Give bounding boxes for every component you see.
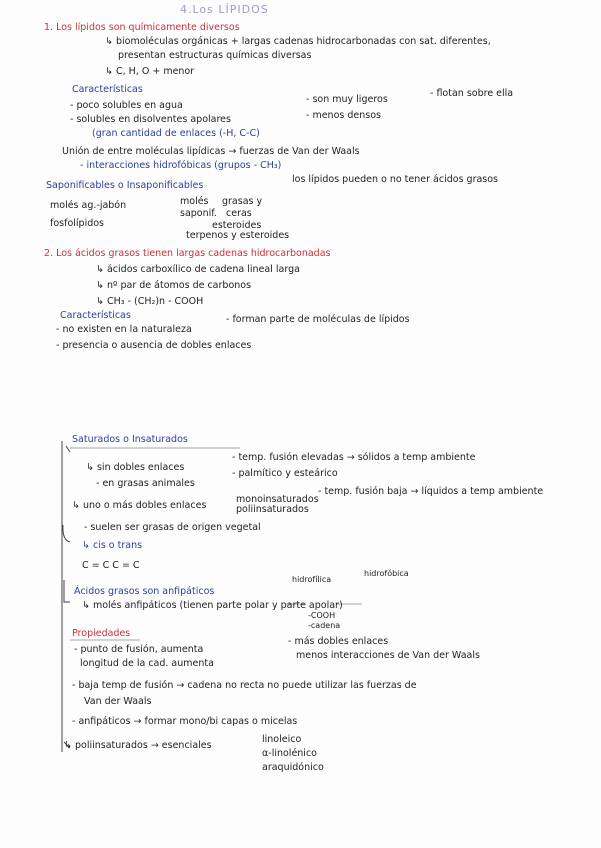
propiedades-item-7: - anfipáticos → formar mono/bi capas o micelas <box>72 716 298 727</box>
saturados-item-4: - palmítico y esteárico <box>232 468 338 479</box>
saturados-item-9: - suelen ser grasas de origen vegetal <box>84 522 261 533</box>
section1-heading: 1. Los lípidos son químicamente diversos <box>44 22 240 33</box>
anfipaticos-label-4: -cadena <box>308 621 341 630</box>
anfipaticos-label-1: hidrofílica <box>292 575 332 584</box>
section2-line-1: ↳ ácidos carboxílico de cadena lineal larga <box>96 264 300 275</box>
caracteristicas2-heading: Características <box>60 310 131 321</box>
propiedades-item-3: - más dobles enlaces <box>288 636 389 647</box>
clasif-mid-2: saponif. <box>180 208 217 219</box>
saturados-item-5: ↳ uno o más dobles enlaces <box>72 500 207 511</box>
anfipaticos-heading: Ácidos grasos son anfipáticos <box>74 586 215 597</box>
anfipaticos-label-2: hidrofóbica <box>364 569 409 578</box>
caract-right-3: - menos densos <box>306 110 381 121</box>
caract-left-2: - solubles en disolventes apolares <box>70 114 231 125</box>
esenciales-item-3: araquidónico <box>262 762 324 773</box>
clasif-left-1: molés ag.-jabón <box>50 200 127 211</box>
section2-line-2: ↳ nº par de átomos de carbonos <box>96 280 252 291</box>
clasif-mid-1: molés <box>180 196 209 207</box>
propiedades-item-5: - baja temp de fusión → cadena no recta no puede utilizar las fuerzas de <box>72 680 417 691</box>
propiedades-item-6: Van der Waals <box>84 696 152 707</box>
propiedades-heading: Propiedades <box>72 628 131 639</box>
section2-line-3: ↳ CH₃ - (CH₂)n - COOH <box>96 296 204 307</box>
clasificacion-heading: Saponificables o Insaponificables <box>46 180 204 191</box>
section2-heading: 2. Los ácidos grasos tienen largas cadenas hidrocarbonadas <box>44 248 331 259</box>
saturados-item-2: - temp. fusión elevadas → sólidos a temp ambiente <box>232 452 476 463</box>
caract2-line-3: - presencia o ausencia de dobles enlaces <box>56 340 252 351</box>
cis-trans-formula: C = C C = C <box>82 560 140 571</box>
propiedades-item-1: - punto de fusión, aumenta <box>74 644 204 655</box>
saturados-heading: Saturados o Insaturados <box>72 434 188 445</box>
union-line-2: - interacciones hidrofóbicas (grupos - CH₃) <box>80 160 282 171</box>
union-line-1: Unión de entre moléculas lipídicas → fuerzas de Van der Waals <box>62 146 360 157</box>
anfipaticos-line: ↳ molés anfipáticos (tienen parte polar y parte apolar) <box>82 600 343 611</box>
saturados-item-1: ↳ sin dobles enlaces <box>86 462 185 473</box>
caract-left-1: - poco solubles en agua <box>70 100 183 111</box>
caracteristicas-heading: Características <box>72 84 143 95</box>
clasif-right-4: terpenos y esteroides <box>186 230 290 241</box>
clasif-right-1: grasas y <box>222 196 263 207</box>
page-title: 4.Los LÍPIDOS <box>180 3 269 16</box>
caract2-line-1: - no existen en la naturaleza <box>56 324 192 335</box>
propiedades-item-2: longitud de la cad. aumenta <box>80 658 214 669</box>
clasif-right-2: ceras <box>226 208 252 219</box>
saturados-item-3: - en grasas animales <box>96 478 195 489</box>
anfipaticos-label-3: -COOH <box>308 611 336 620</box>
caract-right-1: - son muy ligeros <box>306 94 388 105</box>
esenciales-line: ↳ poliinsaturados → esenciales <box>64 740 212 751</box>
clasif-left-2: fosfolípidos <box>50 218 105 229</box>
section1-line-1: ↳ biomoléculas orgánicas + largas cadenas hidrocarbonadas con sat. diferentes, <box>105 36 491 47</box>
section1-line-3: ↳ C, H, O + menor <box>105 66 195 77</box>
saturados-item-7: poliinsaturados <box>236 504 309 515</box>
esenciales-item-2: α-linolénico <box>262 748 317 759</box>
esenciales-item-1: linoleico <box>262 734 302 745</box>
saturados-item-6: monoinsaturados <box>236 494 319 505</box>
clasificacion-note: los lípidos pueden o no tener ácidos grasos <box>292 174 499 185</box>
clasif-right-3: esteroides <box>212 220 262 231</box>
caract-right-2: - flotan sobre ella <box>430 88 514 99</box>
saturados-item-8: - temp. fusión baja → líquidos a temp ambiente <box>318 486 544 497</box>
caract-left-3: (gran cantidad de enlaces (-H, C-C) <box>92 128 260 139</box>
section1-line-2: presentan estructuras químicas diversas <box>118 50 312 61</box>
caract2-line-2: - forman parte de moléculas de lípidos <box>226 314 410 325</box>
propiedades-item-4: menos interacciones de Van der Waals <box>296 650 480 661</box>
saturados-item-10: ↳ cis o trans <box>82 540 143 551</box>
